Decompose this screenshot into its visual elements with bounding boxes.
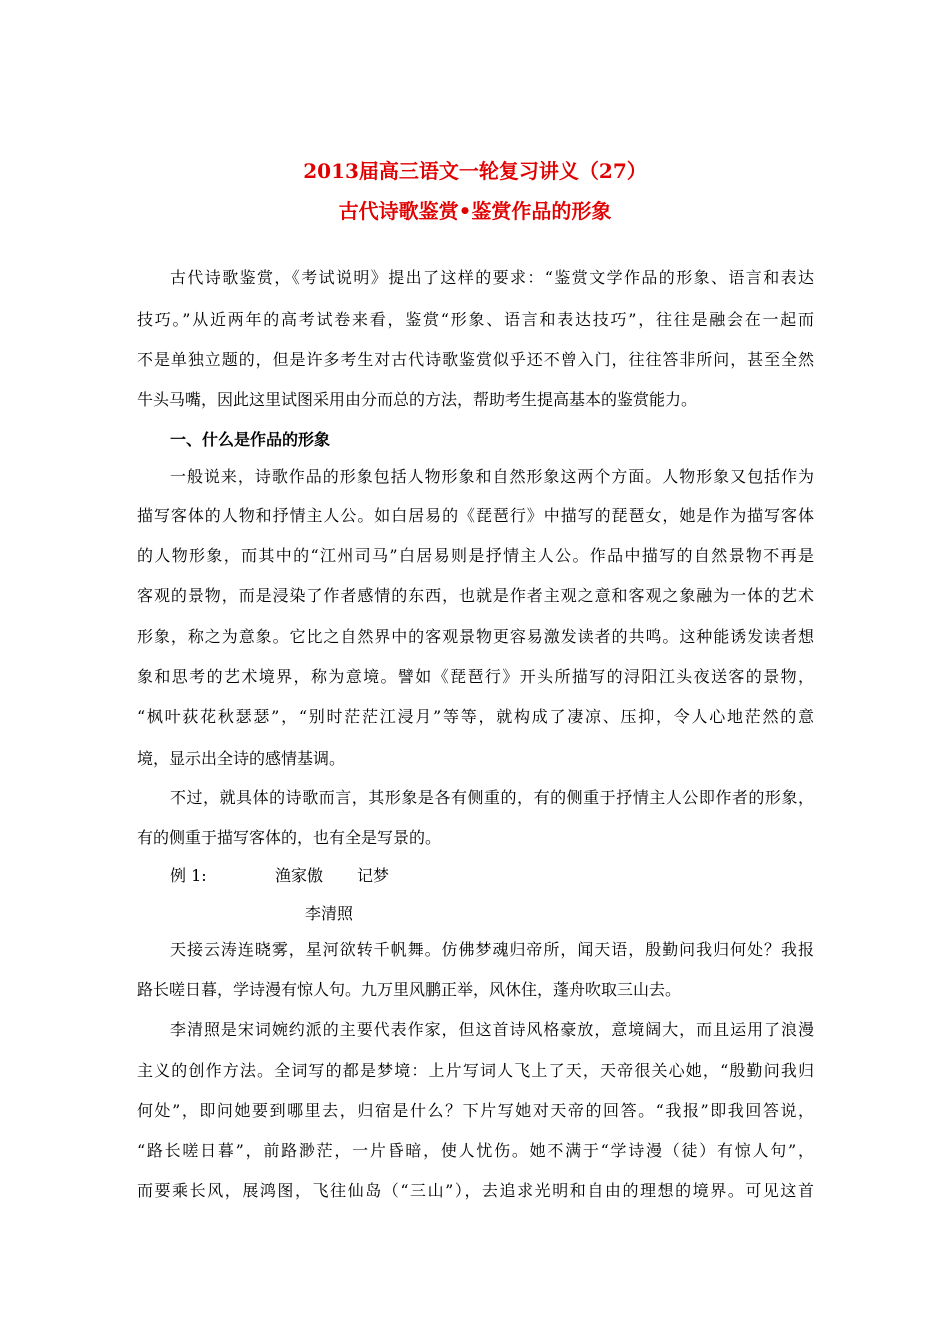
analysis-line: “路长嗟日暮”，前路渺茫，一片昏暗，使人忧伤。她不满于“学诗漫（徒）有惊人句”， bbox=[137, 1141, 814, 1160]
analysis-line: 主义的创作方法。全词写的都是梦境：上片写词人飞上了天，天帝很关心她，“殷勤问我归 bbox=[137, 1061, 814, 1080]
section-heading: 一、什么是作品的形象 bbox=[170, 430, 331, 449]
body-line: 的人物形象，而其中的“江州司马”白居易则是抒情主人公。作品中描写的自然景物不再是 bbox=[137, 546, 814, 565]
body-line: 形象，称之为意象。它比之自然界中的客观景物更容易激发读者的共鸣。这种能诱发读者想 bbox=[137, 627, 814, 646]
poem-line: 天接云涛连晓雾，星河欲转千帆舞。仿佛梦魂归帝所，闻天语，殷勤问我归何处？我报 bbox=[170, 940, 814, 959]
document-title: 2013届高三语文一轮复习讲义（27） bbox=[303, 159, 647, 183]
body-line: 描写客体的人物和抒情主人公。如白居易的《琵琶行》中描写的琵琶女，她是作为描写客体 bbox=[137, 506, 814, 525]
poem-title: 渔家傲 bbox=[275, 866, 324, 885]
body-line: “枫叶荻花秋瑟瑟”，“别时茫茫江浸月”等等，就构成了凄凉、压抑，令人心地茫然的意 bbox=[137, 707, 814, 726]
analysis-line: 李清照是宋词婉约派的主要代表作家，但这首诗风格豪放，意境阔大，而且运用了浪漫 bbox=[170, 1020, 814, 1039]
intro-line: 牛头马嘴，因此这里试图采用由分而总的方法，帮助考生提高基本的鉴赏能力。 bbox=[137, 390, 698, 409]
intro-line: 不是单独立题的，但是许多考生对古代诗歌鉴赏似乎还不曾入门，往往答非所问，甚至全然 bbox=[137, 350, 814, 369]
intro-line: 古代诗歌鉴赏，《考试说明》提出了这样的要求：“鉴赏文学作品的形象、语言和表达 bbox=[170, 268, 814, 287]
analysis-line: 何处”，即问她要到哪里去，归宿是什么？下片写她对天帝的回答。“我报”即我回答说， bbox=[137, 1101, 814, 1120]
poem-author: 李清照 bbox=[305, 904, 354, 923]
poem-subtitle: 记梦 bbox=[357, 866, 390, 885]
analysis-line: 而要乘长风，展鸿图，飞往仙岛（“三山”），去追求光明和自由的理想的境界。可见这首 bbox=[137, 1181, 814, 1200]
body-line: 客观的景物，而是浸染了作者感情的东西，也就是作者主观之意和客观之象融为一体的艺术 bbox=[137, 586, 814, 605]
body-line: 一般说来，诗歌作品的形象包括人物形象和自然形象这两个方面。人物形象又包括作为 bbox=[170, 467, 814, 486]
example-label: 例 1: bbox=[170, 866, 207, 885]
body-line: 境，显示出全诗的感情基调。 bbox=[137, 749, 346, 768]
body-line: 有的侧重于描写客体的，也有全是写景的。 bbox=[137, 828, 442, 847]
body-line: 象和思考的艺术境界，称为意境。譬如《琵琶行》开头所描写的浔阳江头夜送客的景物， bbox=[137, 667, 814, 686]
poem-line: 路长嗟日暮，学诗漫有惊人句。九万里风鹏正举，风休住，蓬舟吹取三山去。 bbox=[137, 980, 682, 999]
body-line: 不过，就具体的诗歌而言，其形象是各有侧重的，有的侧重于抒情主人公即作者的形象， bbox=[170, 788, 814, 807]
document-subtitle: 古代诗歌鉴赏•鉴赏作品的形象 bbox=[338, 199, 612, 223]
intro-line: 技巧。”从近两年的高考试卷来看，鉴赏“形象、语言和表达技巧”，往往是融会在一起而 bbox=[137, 310, 814, 329]
